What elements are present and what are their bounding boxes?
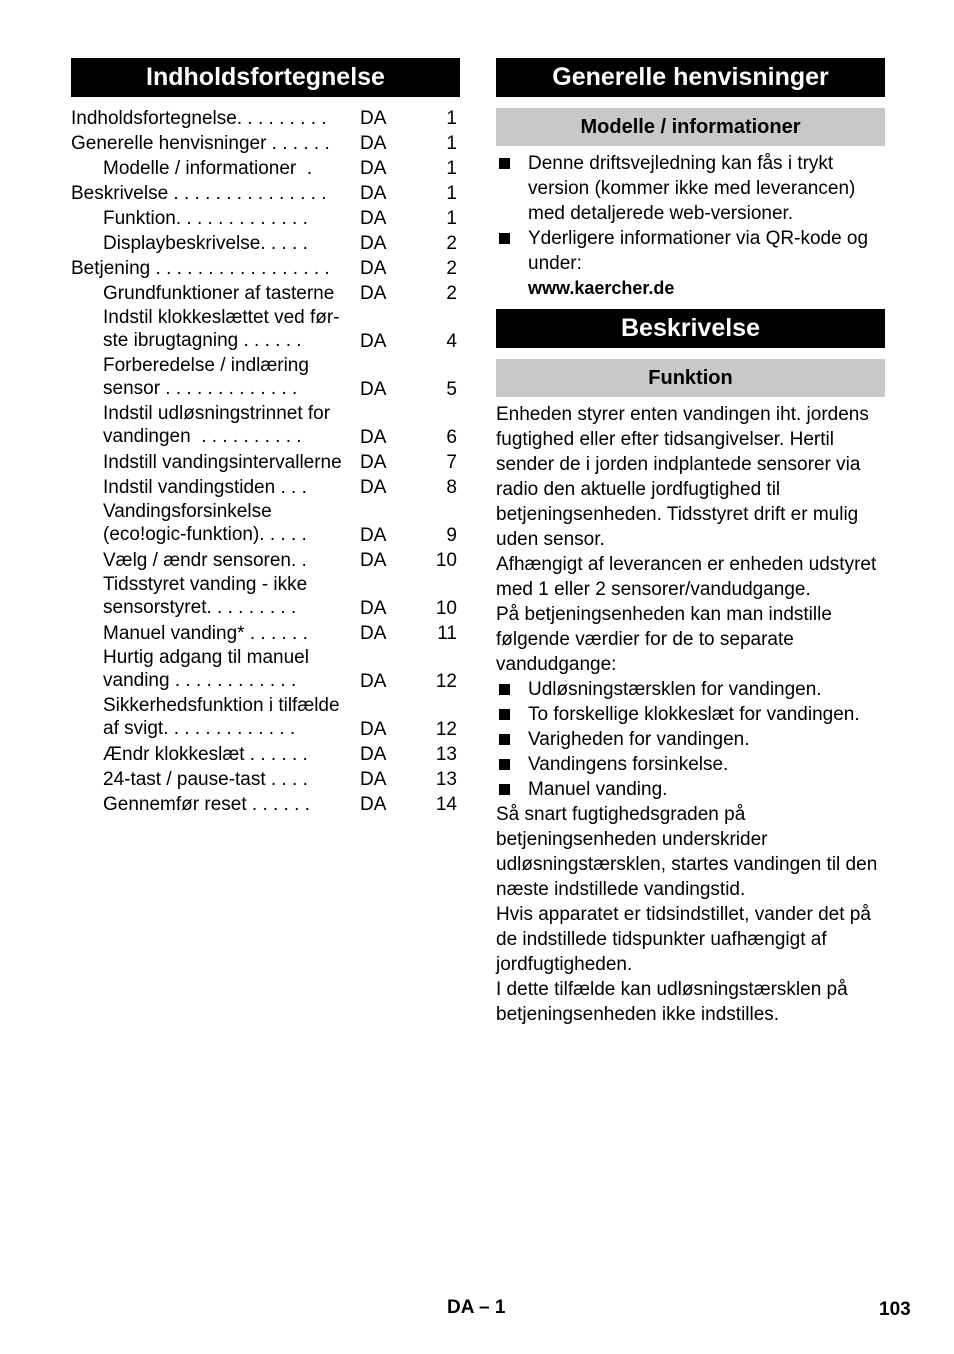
toc-entry-page: 1 xyxy=(446,158,457,179)
toc-entry-lang: DA xyxy=(360,183,387,204)
toc-entry-page: 14 xyxy=(435,794,457,815)
toc-entry-title: Indstil vandingstiden . . . xyxy=(103,477,307,498)
toc-entry-lang: DA xyxy=(360,671,387,692)
toc-entry-title: Hurtig adgang til manuel vanding . . . . . . . . . . . . xyxy=(103,647,309,691)
toc-entry-lang: DA xyxy=(360,379,387,400)
toc-entry-title: Funktion. . . . . . . . . . . . . xyxy=(103,208,308,229)
bullet-square-icon xyxy=(499,784,510,795)
toc-entry[interactable] xyxy=(71,131,460,156)
bullet-square-icon xyxy=(499,158,510,169)
toc-entry[interactable] xyxy=(71,402,460,450)
page-number: 103 xyxy=(879,1299,911,1320)
toc-entry-title: Indstil udløsningstrinnet for vandingen . . . . . . . . . . xyxy=(103,403,331,447)
toc-entry-lang: DA xyxy=(360,477,387,498)
toc-entry[interactable] xyxy=(71,621,460,646)
function-subheading: Funktion xyxy=(496,359,885,397)
toc-entry-page: 1 xyxy=(446,183,457,204)
toc-entry-lang: DA xyxy=(360,744,387,765)
content-column xyxy=(496,58,885,1027)
toc-entry-page: 10 xyxy=(435,550,457,571)
toc-entry-title: Displaybeskrivelse. . . . . xyxy=(103,233,308,254)
list-item-text: Manuel vanding. xyxy=(528,779,668,800)
toc-entry-page: 12 xyxy=(435,719,457,740)
toc-entry-title: Forberedelse / indlæring sensor . . . . . . . . . . . . . xyxy=(103,355,309,399)
toc-entry-title: Manuel vanding* . . . . . . xyxy=(103,623,308,644)
bullet-square-icon xyxy=(499,759,510,770)
list-item xyxy=(496,226,885,276)
toc-entry[interactable] xyxy=(71,548,460,573)
toc-entry-page: 2 xyxy=(446,233,457,254)
toc-entry-title: Betjening . . . . . . . . . . . . . . . . . xyxy=(71,258,330,279)
toc-entry[interactable] xyxy=(71,106,460,131)
toc-entry-lang: DA xyxy=(360,719,387,740)
website-link[interactable]: www.kaercher.de xyxy=(528,278,675,298)
toc-entry-page: 2 xyxy=(446,283,457,304)
toc-entry[interactable] xyxy=(71,573,460,621)
list-item-text: Denne driftsvejledning kan fås i trykt version (kommer ikke med leverancen) med detaljerede web-versioner. xyxy=(528,153,856,224)
toc-entry-page: 6 xyxy=(446,427,457,448)
toc-entry[interactable] xyxy=(71,646,460,694)
toc-entry-page: 5 xyxy=(446,379,457,400)
toc-entry-lang: DA xyxy=(360,158,387,179)
toc-entry[interactable] xyxy=(71,256,460,281)
general-bullet-list xyxy=(496,151,885,276)
toc-entry-page: 13 xyxy=(435,744,457,765)
toc-entry-page: 2 xyxy=(446,258,457,279)
toc-entry[interactable] xyxy=(71,181,460,206)
toc-entry[interactable] xyxy=(71,231,460,256)
list-item-text: Yderligere informationer via QR-kode og under: xyxy=(528,228,869,274)
toc-entry-lang: DA xyxy=(360,233,387,254)
toc-entry-page: 1 xyxy=(446,108,457,129)
toc-entry-lang: DA xyxy=(360,623,387,644)
paragraph: Så snart fugtighedsgraden på betjeningsenheden underskrider udløsningstærsklen, startes vandingen til den næste indstillede vandingstid. xyxy=(496,804,878,900)
toc-entry-lang: DA xyxy=(360,550,387,571)
list-item xyxy=(496,151,885,226)
toc-entry[interactable] xyxy=(71,206,460,231)
list-item-text: Udløsningstærsklen for vandingen. xyxy=(528,679,822,700)
toc-entry-page: 11 xyxy=(437,623,457,644)
list-item xyxy=(496,752,885,777)
toc-entry[interactable] xyxy=(71,354,460,402)
toc-entry[interactable] xyxy=(71,792,460,817)
toc-entry[interactable] xyxy=(71,281,460,306)
paragraph: Hvis apparatet er tidsindstillet, vander det på de indstillede tidspunkter uafhængigt af jordfugtigheden. xyxy=(496,904,871,975)
toc-entry-lang: DA xyxy=(360,258,387,279)
toc-entry-page: 10 xyxy=(435,598,457,619)
paragraph: På betjeningsenheden kan man indstille følgende værdier for de to separate vandudgange: xyxy=(496,604,832,675)
toc-entry-title: Indstill vandingsintervallerne xyxy=(103,452,342,473)
toc-entry-lang: DA xyxy=(360,794,387,815)
paragraph: I dette tilfælde kan udløsningstærsklen på betjeningsenheden ikke indstilles. xyxy=(496,979,848,1025)
toc-entry[interactable] xyxy=(71,500,460,548)
list-item xyxy=(496,702,885,727)
description-heading: Beskrivelse xyxy=(496,309,885,348)
bullet-square-icon xyxy=(499,709,510,720)
toc-entry-page: 4 xyxy=(446,331,457,352)
toc-heading: Indholdsfortegnelse xyxy=(71,58,460,97)
toc-entry-lang: DA xyxy=(360,208,387,229)
bullet-square-icon xyxy=(499,734,510,745)
toc-entry-lang: DA xyxy=(360,525,387,546)
toc-entry-lang: DA xyxy=(360,133,387,154)
settings-bullet-list xyxy=(496,677,885,802)
list-item xyxy=(496,777,885,802)
toc-entry-lang: DA xyxy=(360,427,387,448)
toc-entry[interactable] xyxy=(71,475,460,500)
toc-entry-lang: DA xyxy=(360,283,387,304)
toc-entry-lang: DA xyxy=(360,598,387,619)
toc-entry-title: Vælg / ændr sensoren. . xyxy=(103,550,307,571)
list-item xyxy=(496,727,885,752)
list-item-text: Varigheden for vandingen. xyxy=(528,729,750,750)
toc-entry-title: Vandingsforsinkelse (eco!ogic-funktion). . . . . xyxy=(103,501,307,545)
paragraph: Afhængigt af leverancen er enheden udstyret med 1 eller 2 sensorer/vandudgange. xyxy=(496,554,877,600)
bullet-square-icon xyxy=(499,233,510,244)
toc-entry-title: Indstil klokkeslættet ved før- ste ibrugtagning . . . . . . xyxy=(103,307,340,351)
toc-entry-title: Sikkerhedsfunktion i tilfælde af svigt. . . . . . . . . . . . . xyxy=(103,695,340,739)
toc-entry-page: 13 xyxy=(435,769,457,790)
toc-entry-lang: DA xyxy=(360,769,387,790)
toc-entry[interactable] xyxy=(71,306,460,354)
toc-entry-page: 8 xyxy=(446,477,457,498)
bullet-square-icon xyxy=(499,684,510,695)
toc-entry-page: 12 xyxy=(435,671,457,692)
toc-entry-title: Indholdsfortegnelse. . . . . . . . . xyxy=(71,108,327,129)
toc-entry-lang: DA xyxy=(360,331,387,352)
paragraph: Enheden styrer enten vandingen iht. jordens fugtighed eller efter tidsangivelser. Hertil sender de i jorden indplantede sensorer via radio den aktuelle jordfugtighed til betjeningsenheden. Tidsstyret drift er mulig uden sensor. xyxy=(496,404,869,550)
toc-entry-title: 24-tast / pause-tast . . . . xyxy=(103,769,308,790)
toc-entry-page: 7 xyxy=(446,452,457,473)
toc-entry-title: Generelle henvisninger . . . . . . xyxy=(71,133,330,154)
toc-entry[interactable] xyxy=(71,450,460,475)
toc-entry-lang: DA xyxy=(360,108,387,129)
list-item-text: To forskellige klokkeslæt for vandingen. xyxy=(528,704,860,725)
toc-entry-title: Gennemfør reset . . . . . . xyxy=(103,794,310,815)
toc-entry[interactable] xyxy=(71,694,460,742)
models-subheading: Modelle / informationer xyxy=(496,108,885,146)
toc-entry-page: 9 xyxy=(446,525,457,546)
list-item-text: Vandingens forsinkelse. xyxy=(528,754,729,775)
toc-entry-title: Modelle / informationer . xyxy=(103,158,313,179)
toc-entry[interactable] xyxy=(71,742,460,767)
section-page-label: DA – 1 xyxy=(447,1297,506,1318)
list-item xyxy=(496,677,885,702)
toc-section xyxy=(71,58,460,817)
toc-entry-title: Ændr klokkeslæt . . . . . . xyxy=(103,744,308,765)
general-heading: Generelle henvisninger xyxy=(496,58,885,97)
toc-entry-page: 1 xyxy=(446,133,457,154)
toc-entry[interactable] xyxy=(71,156,460,181)
toc-entry-title: Grundfunktioner af tasterne xyxy=(103,283,335,304)
toc-list xyxy=(71,106,460,817)
toc-entry-title: Tidsstyret vanding - ikke sensorstyret. . . . . . . . . xyxy=(103,574,308,618)
toc-entry-title: Beskrivelse . . . . . . . . . . . . . . . xyxy=(71,183,327,204)
toc-entry-page: 1 xyxy=(446,208,457,229)
toc-entry-lang: DA xyxy=(360,452,387,473)
toc-entry[interactable] xyxy=(71,767,460,792)
